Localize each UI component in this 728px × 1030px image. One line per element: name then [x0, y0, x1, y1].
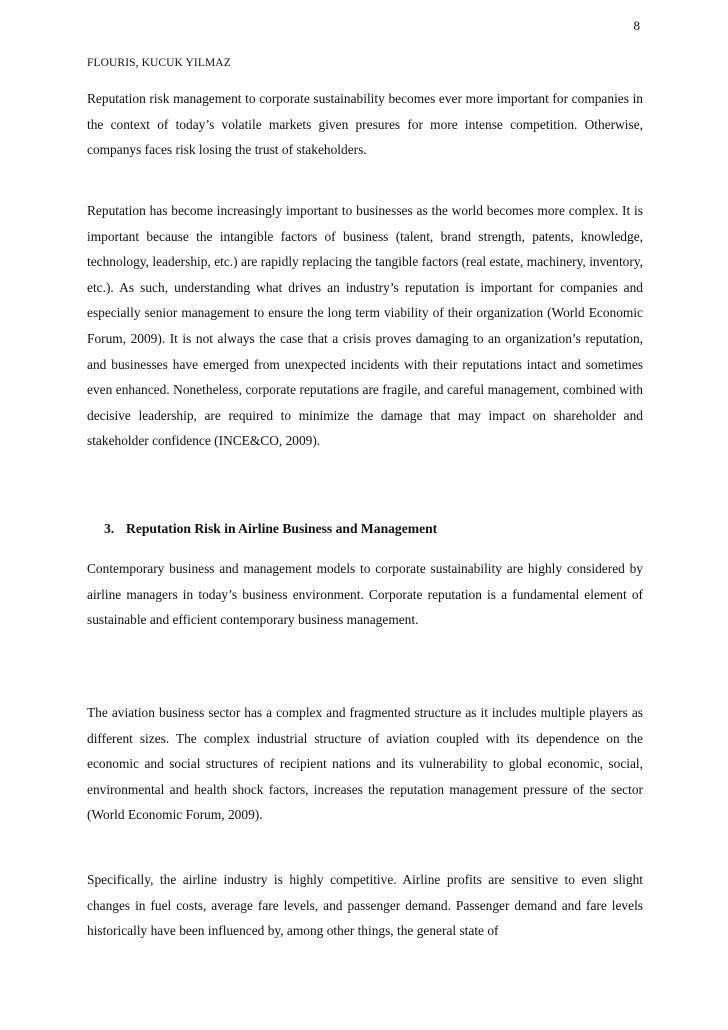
paragraph: Reputation risk management to corporate sustainability becomes ever more important for companies in the context of today’s volatile markets given presures for more intense competition. Otherwise, companys faces risk losing the trust of stakeholders. — [87, 91, 643, 158]
section-number: 3. — [104, 521, 115, 536]
paragraph: The aviation business sector has a complex and fragmented structure as it includes multiple players as different sizes. The complex industrial structure of aviation coupled with its dependence on the economic and social structures of recipient nations and its vulnerability to global economic, social, environmental and health shock factors, increases the reputation management pressure of the sector (World Economic Forum, 2009). — [87, 705, 643, 823]
paragraph: Contemporary business and management models to corporate sustainability are highly considered by airline managers in today’s business environment. Corporate reputation is a fundamental element of sustainable and efficient contemporary business management. — [87, 561, 643, 628]
running-head: FLOURIS, KUCUK YILMAZ — [87, 57, 231, 69]
section-title: Reputation Risk in Airline Business and Management — [126, 521, 438, 536]
page-number: 8 — [633, 18, 640, 33]
section-heading — [104, 521, 437, 537]
paragraph: Reputation has become increasingly important to businesses as the world becomes more complex. It is important because the intangible factors of business (talent, brand strength, patents, knowledge, technology, leadership, etc.) are rapidly replacing the tangible factors (real estate, machinery, inventory, etc.). As such, understanding what drives an industry’s reputation is important for companies and especially senior management to ensure the long term viability of their organization (World Economic Forum, 2009). It is not always the case that a crisis proves damaging to an organization’s reputation, and businesses have emerged from unexpected incidents with their reputations intact and sometimes even enhanced. Nonetheless, corporate reputations are fragile, and careful management, combined with decisive leadership, are required to minimize the damage that may impact on shareholder and stakeholder confidence (INCE&CO, 2009). — [87, 203, 643, 449]
paragraph: Specifically, the airline industry is highly competitive. Airline profits are sensitive to even slight changes in fuel costs, average fare levels, and passenger demand. Passenger demand and fare levels historically have been influenced by, among other things, the general state of — [87, 872, 643, 939]
